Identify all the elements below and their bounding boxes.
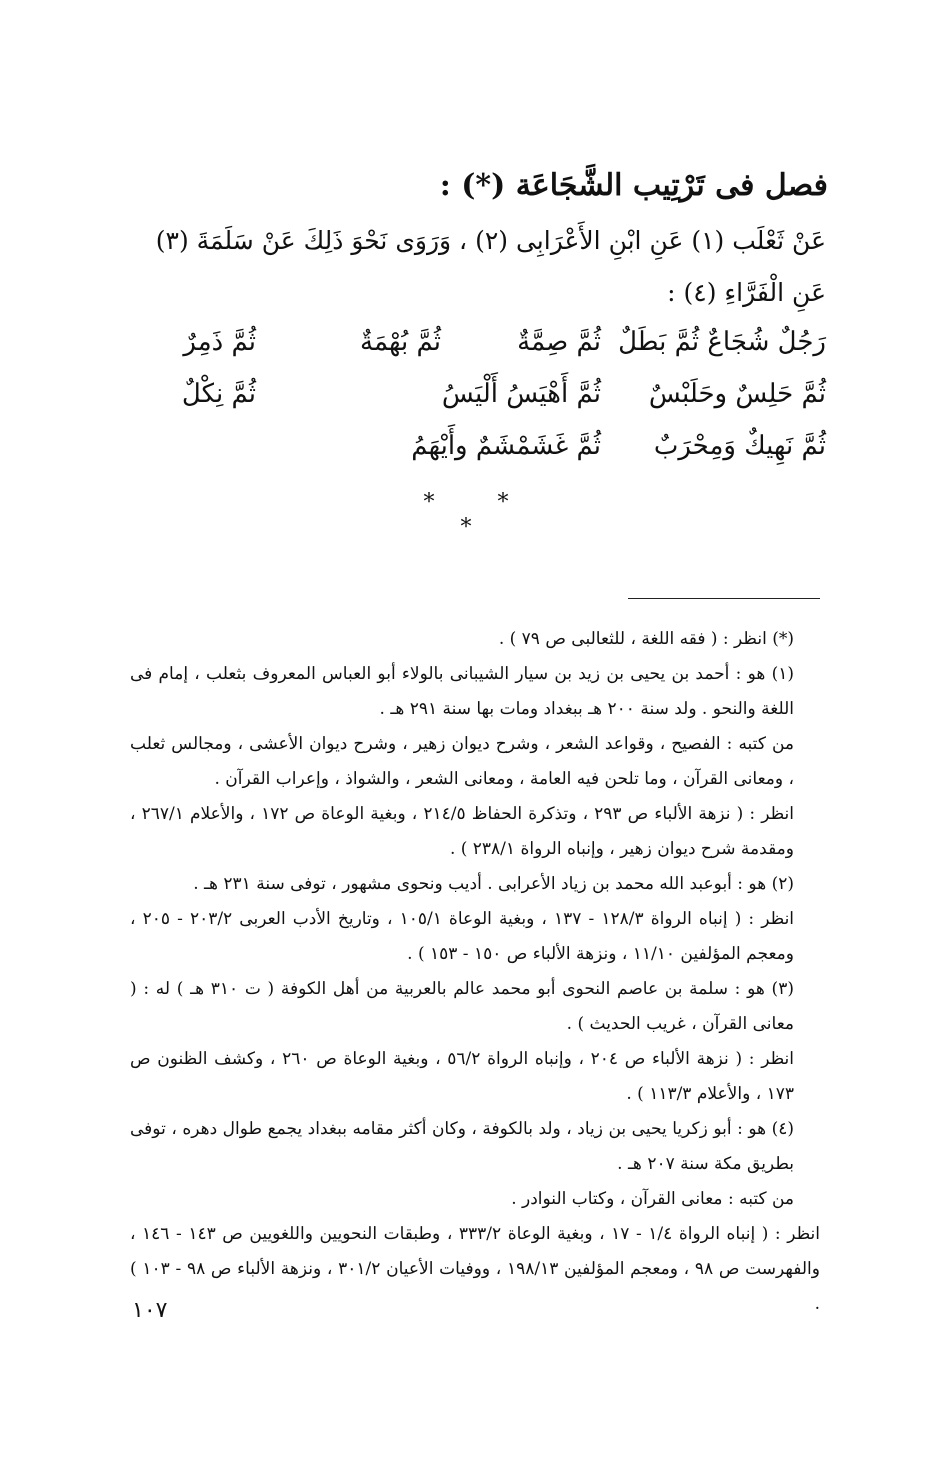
poem-row [126,426,826,466]
footnote: (٤) هو : أبو زكريا يحيى بن زياد ، ولد بالكوفة ، وكان أكثر مقامه ببغداد يجمع طوال دهره ، توفى بطريق مكة سنة ٢٠٧ هـ . [130,1119,794,1174]
page-number: ١٠٧ [132,1298,168,1323]
section-separator: * * * [423,490,537,540]
intro-line-1: عَنْ ثَعْلَب (١) عَنِ ابْنِ الأَعْرَابِى (٢) ، وَرَوَى نَحْوَ ذَلِكَ عَنْ سَلَمَةَ (٣) [155,226,826,255]
poem-verse-middle: ثُمَّ صِمَّةٌ [517,327,601,357]
footnote: انظر : ( إنباه الرواة ١/٤ - ١٧ ، وبغية الوعاة ٣٣٣/٢ ، وطبقات النحويين واللغويين ص ١٤٣ - ١٤٦ ، والفهرست ص ٩٨ ، ومعجم المؤلفين ١٩٨/١٣ ، ووفيات الأعيان ٣٠١/٢ ، ونزهة الألباء ص ٩٨ - ١٠٣ ) . [130,1224,820,1314]
poem-verse-middle: ثُمَّ أَهْيَسُ أَلْيَسُ [441,379,601,409]
poem-row [126,374,826,414]
poem-verse-right: ثُمَّ حَلِسٌ وحَلَبْسٌ [648,379,826,409]
poem-verse-far-left: ثُمَّ نِكْلٌ [181,379,256,409]
footnote: انظر : ( نزهة الألباء ص ٢٩٣ ، وتذكرة الحفاظ ٢١٤/٥ ، وبغية الوعاة ص ١٧٢ ، والأعلام ٢٦٧/١ ، ومقدمة شرح ديوان زهير ، وإنباه الرواة ٢٣٨/١ ) . [130,804,794,859]
footnote: انظر : ( إنباه الرواة ١٢٨/٣ - ١٣٧ ، وبغية الوعاة ١٠٥/١ ، وتاريخ الأدب العربى ٢٠٣/٢ - ٢٠٥ ، ومعجم المؤلفين ١١/١٠ ، ونزهة الألباء ص ١٥٠ - ١٥٣ ) . [130,909,795,964]
poem-verse-right: ثُمَّ نَهِيكٌ وَمِحْرَبٌ [653,431,826,461]
footnote: (٣) هو : سلمة بن عاصم النحوى أبو محمد عالم بالعربية من أهل الكوفة ( ت ٣١٠ هـ ) له : ( معانى القرآن ، غريب الحديث ) . [130,979,794,1034]
poem-verse-left: ثُمَّ بُهْمَةٌ [360,327,441,357]
footnote: من كتبه : معانى القرآن ، وكتاب النوادر . [511,1189,794,1209]
footnote-rule [628,598,820,599]
poem-verse-right: رَجُلٌ شُجَاعٌ ثُمَّ بَطَلٌ [618,327,826,357]
poem-verse-far-left: ثُمَّ ذَمِرٌ [183,327,256,357]
footnote: (*) انظر : ( فقه اللغة ، للثعالبى ص ٧٩ ) . [498,629,794,649]
footnote: من كتبه : الفصيح ، وقواعد الشعر ، وشرح ديوان زهير ، وشرح ديوان الأعشى ، ومجالس ثعلب ، ومعانى القرآن ، وما تلحن فيه العامة ، ومعانى الشعر ، والشواذ ، وإعراب القرآن . [130,734,794,789]
intro-line-2: عَنِ الْفَرَّاءِ (٤) : [667,278,826,307]
poem-verse-middle: ثُمَّ غَشَمْشَمٌ وأَيْهَمُ [411,431,601,461]
footnotes [130,622,820,1322]
footnote: انظر : ( نزهة الألباء ص ٢٠٤ ، وإنباه الرواة ٥٦/٢ ، وبغية الوعاة ص ٢٦٠ ، وكشف الظنون ص ١٧٣ ، والأعلام ١١٣/٣ ) . [130,1049,794,1104]
section-heading: فصل فى تَرْتِيب الشَّجَاعَة (*) : [439,168,828,203]
footnote: (١) هو : أحمد بن يحيى بن زيد بن سيار الشيبانى بالولاء أبو العباس المعروف بثعلب ، إمام فى اللغة والنحو . ولد سنة ٢٠٠ هـ ببغداد ومات بها سنة ٢٩١ هـ . [130,664,794,719]
poem-row [126,322,826,362]
footnote: (٢) هو : أبوعبد الله محمد بن زياد الأعرابى . أديب ونحوى مشهور ، توفى سنة ٢٣١ هـ . [193,874,794,894]
